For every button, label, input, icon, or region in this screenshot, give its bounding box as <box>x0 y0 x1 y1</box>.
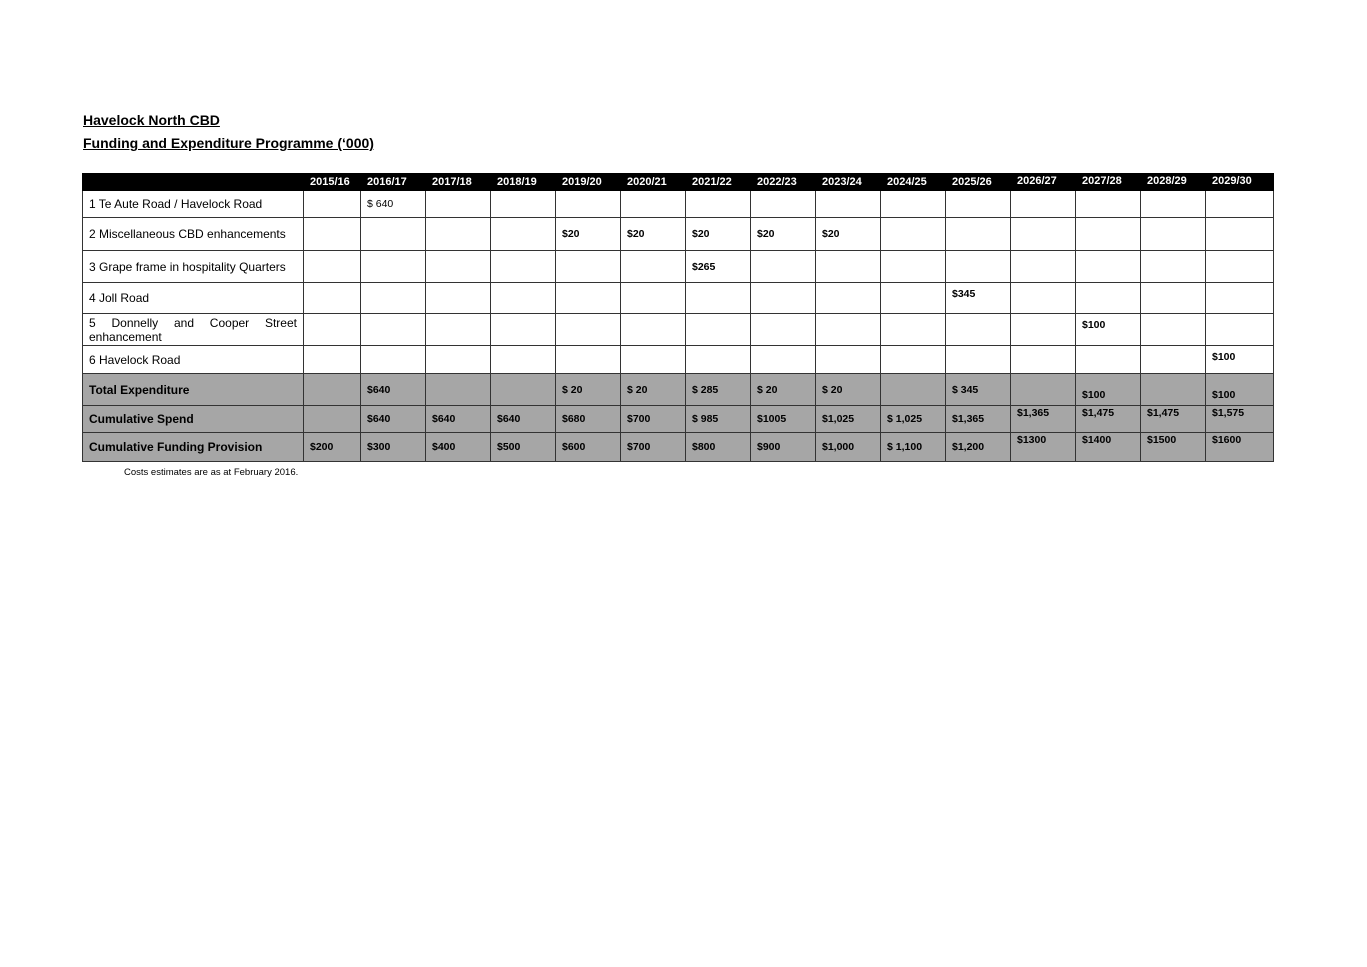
table-cell <box>751 283 816 314</box>
table-cell: $400 <box>426 433 491 462</box>
table-cell <box>556 191 621 218</box>
table-cell: $100 <box>1076 314 1141 346</box>
table-cell: $640 <box>491 406 556 433</box>
row-label-text: 5 Donnelly and Cooper Street enhancement <box>89 315 297 344</box>
table-cell <box>491 191 556 218</box>
table-cell: $265 <box>686 251 751 283</box>
table-cell <box>556 251 621 283</box>
table-cell: $20 <box>621 218 686 251</box>
table-cell <box>1206 314 1274 346</box>
table-cell <box>361 346 426 374</box>
table-cell: $1400 <box>1076 433 1141 462</box>
cumulative-spend-row <box>83 406 1274 433</box>
table-cell: $1,025 <box>816 406 881 433</box>
year-header: 2016/17 <box>361 174 426 191</box>
table-cell <box>1141 251 1206 283</box>
table-cell <box>816 191 881 218</box>
year-header: 2029/30 <box>1206 174 1274 191</box>
table-cell: $640 <box>426 406 491 433</box>
row-label: 6 Havelock Road <box>83 346 304 374</box>
table-cell: $ 1,025 <box>881 406 946 433</box>
funding-expenditure-table <box>82 173 1274 462</box>
table-cell: $345 <box>946 283 1011 314</box>
table-cell: $1,575 <box>1206 406 1274 433</box>
table-cell <box>816 346 881 374</box>
table-cell: $1,365 <box>946 406 1011 433</box>
table-cell: $1,365 <box>1011 406 1076 433</box>
table-cell <box>426 283 491 314</box>
table-cell <box>751 251 816 283</box>
total-expenditure-row <box>83 374 1274 406</box>
table-cell <box>426 218 491 251</box>
table-cell: $ 985 <box>686 406 751 433</box>
table-cell <box>751 191 816 218</box>
table-cell <box>361 283 426 314</box>
table-cell: $1005 <box>751 406 816 433</box>
year-header: 2018/19 <box>491 174 556 191</box>
table-cell <box>491 218 556 251</box>
table-cell: $100 <box>1206 346 1274 374</box>
table-cell: $ 345 <box>946 374 1011 406</box>
table-cell <box>361 314 426 346</box>
table-cell <box>686 314 751 346</box>
table-cell: $680 <box>556 406 621 433</box>
table-cell <box>361 218 426 251</box>
row-label: Cumulative Spend <box>83 406 304 433</box>
table-cell <box>621 251 686 283</box>
table-cell <box>1076 283 1141 314</box>
table-cell <box>1206 283 1274 314</box>
table-cell <box>1206 251 1274 283</box>
table-cell <box>1011 346 1076 374</box>
table-cell: $ 20 <box>621 374 686 406</box>
row-label: 3 Grape frame in hospitality Quarters <box>83 251 304 283</box>
table-cell <box>1076 191 1141 218</box>
table-cell <box>304 251 361 283</box>
row-label: Total Expenditure <box>83 374 304 406</box>
table-row <box>83 283 1274 314</box>
year-header: 2021/22 <box>686 174 751 191</box>
row-label <box>83 314 304 346</box>
table-cell <box>621 283 686 314</box>
table-cell <box>686 346 751 374</box>
table-cell: $700 <box>621 433 686 462</box>
year-header: 2022/23 <box>751 174 816 191</box>
table-cell: $ 20 <box>816 374 881 406</box>
cumulative-funding-row <box>83 433 1274 462</box>
table-cell <box>621 346 686 374</box>
table-cell: $300 <box>361 433 426 462</box>
table-cell <box>426 346 491 374</box>
table-cell <box>304 374 361 406</box>
table-cell <box>304 283 361 314</box>
table-cell: $640 <box>361 374 426 406</box>
table-cell: $500 <box>491 433 556 462</box>
table-cell: $1300 <box>1011 433 1076 462</box>
table-cell <box>1076 218 1141 251</box>
table-cell: $ 20 <box>751 374 816 406</box>
year-header: 2019/20 <box>556 174 621 191</box>
table-cell <box>304 314 361 346</box>
row-label: 1 Te Aute Road / Havelock Road <box>83 191 304 218</box>
table-cell <box>1011 218 1076 251</box>
table-cell <box>491 314 556 346</box>
table-cell: $700 <box>621 406 686 433</box>
table-cell <box>556 314 621 346</box>
year-header: 2024/25 <box>881 174 946 191</box>
table-cell <box>426 374 491 406</box>
table-cell <box>491 283 556 314</box>
table-cell: $20 <box>751 218 816 251</box>
document-title: Havelock North CBD <box>83 112 220 128</box>
table-cell: $ 20 <box>556 374 621 406</box>
table-cell <box>556 283 621 314</box>
table-cell <box>881 346 946 374</box>
table-cell <box>361 251 426 283</box>
year-header: 2020/21 <box>621 174 686 191</box>
table-cell <box>621 191 686 218</box>
table-cell: $ 285 <box>686 374 751 406</box>
year-header: 2027/28 <box>1076 174 1141 191</box>
table-cell <box>751 314 816 346</box>
table-cell <box>1076 346 1141 374</box>
table-cell <box>881 191 946 218</box>
year-header: 2023/24 <box>816 174 881 191</box>
year-header: 2026/27 <box>1011 174 1076 191</box>
table-cell: $900 <box>751 433 816 462</box>
table-cell <box>881 283 946 314</box>
table-cell: $20 <box>816 218 881 251</box>
table-cell <box>1206 191 1274 218</box>
table-row <box>83 191 1274 218</box>
footnote: Costs estimates are as at February 2016. <box>124 467 299 478</box>
table-cell <box>1141 314 1206 346</box>
header-row <box>83 174 1274 191</box>
table-row <box>83 218 1274 251</box>
year-header: 2025/26 <box>946 174 1011 191</box>
table-cell: $600 <box>556 433 621 462</box>
table-cell: $1500 <box>1141 433 1206 462</box>
table-row <box>83 251 1274 283</box>
table-cell <box>1206 218 1274 251</box>
table-cell <box>1011 374 1076 406</box>
table-cell <box>946 346 1011 374</box>
row-label: 4 Joll Road <box>83 283 304 314</box>
year-header: 2015/16 <box>304 174 361 191</box>
table-cell: $ 1,100 <box>881 433 946 462</box>
table-cell <box>304 218 361 251</box>
table-cell: $1,000 <box>816 433 881 462</box>
table-cell: $1600 <box>1206 433 1274 462</box>
table-cell <box>751 346 816 374</box>
row-label: Cumulative Funding Provision <box>83 433 304 462</box>
table-cell <box>816 251 881 283</box>
table-cell <box>556 346 621 374</box>
table-cell <box>491 374 556 406</box>
table-cell <box>881 314 946 346</box>
table-cell: $100 <box>1206 374 1274 406</box>
table-cell: $640 <box>361 406 426 433</box>
table-cell <box>881 218 946 251</box>
table-cell <box>304 406 361 433</box>
table-cell: $200 <box>304 433 361 462</box>
table-cell <box>1141 346 1206 374</box>
table-cell <box>1141 191 1206 218</box>
year-header: 2017/18 <box>426 174 491 191</box>
table-cell <box>816 283 881 314</box>
table-cell <box>1011 283 1076 314</box>
table-cell <box>426 314 491 346</box>
table-cell <box>304 191 361 218</box>
table-cell <box>686 191 751 218</box>
table-cell: $800 <box>686 433 751 462</box>
table-cell <box>491 346 556 374</box>
header-blank <box>83 174 304 191</box>
table-cell <box>1141 283 1206 314</box>
table-cell <box>1141 374 1206 406</box>
table-cell: $20 <box>556 218 621 251</box>
table-cell <box>881 374 946 406</box>
table-cell: $ 640 <box>361 191 426 218</box>
document-subtitle: Funding and Expenditure Programme (‘000) <box>83 135 374 151</box>
table-cell <box>816 314 881 346</box>
table-cell <box>1011 191 1076 218</box>
table-cell <box>1011 314 1076 346</box>
table-cell <box>686 283 751 314</box>
table-cell <box>881 251 946 283</box>
table-cell: $20 <box>686 218 751 251</box>
table-cell <box>1011 251 1076 283</box>
table-cell <box>621 314 686 346</box>
year-header: 2028/29 <box>1141 174 1206 191</box>
table-cell <box>946 218 1011 251</box>
table-cell <box>304 346 361 374</box>
table-cell <box>426 251 491 283</box>
table-cell <box>1141 218 1206 251</box>
table-cell: $1,200 <box>946 433 1011 462</box>
table-cell <box>491 251 556 283</box>
table-cell <box>946 314 1011 346</box>
table-cell <box>426 191 491 218</box>
table-cell: $1,475 <box>1141 406 1206 433</box>
table-cell <box>1076 251 1141 283</box>
table-cell <box>946 251 1011 283</box>
table-cell: $100 <box>1076 374 1141 406</box>
table-cell <box>946 191 1011 218</box>
table-row <box>83 314 1274 346</box>
table-row <box>83 346 1274 374</box>
row-label: 2 Miscellaneous CBD enhancements <box>83 218 304 251</box>
table-cell: $1,475 <box>1076 406 1141 433</box>
